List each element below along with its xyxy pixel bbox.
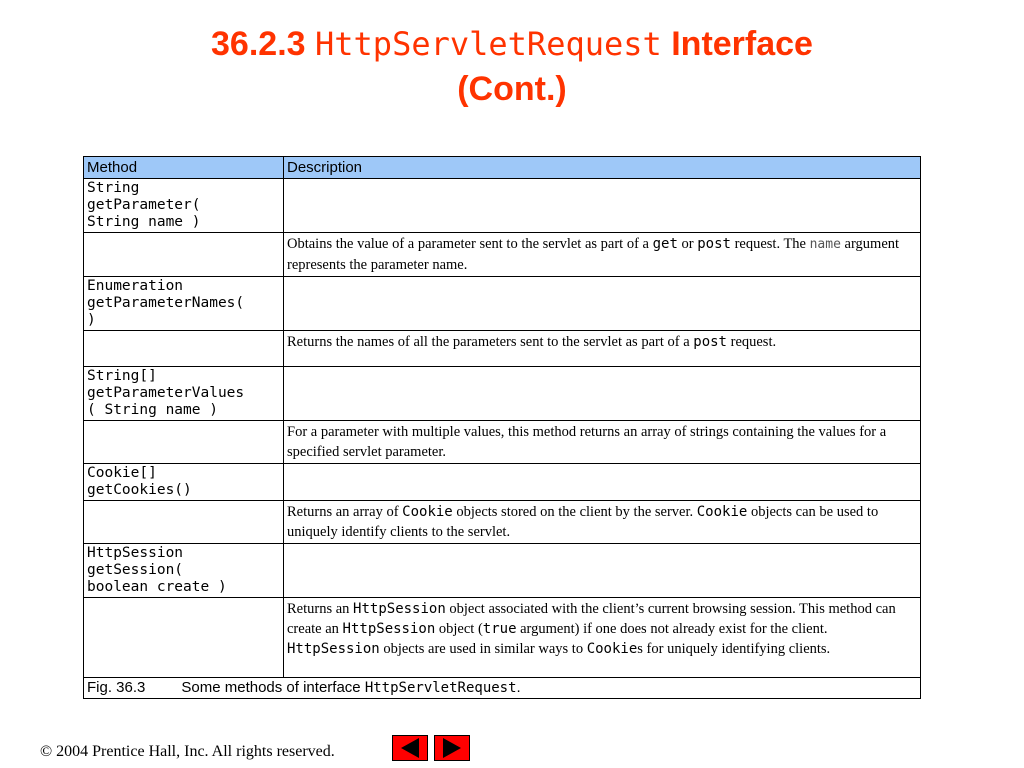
empty-cell <box>284 367 921 421</box>
figure-caption-row <box>84 678 921 699</box>
method-signature: String[] getParameterValues ( String name ) <box>84 367 284 421</box>
text-fragment: or <box>677 236 698 252</box>
method-description <box>284 331 921 367</box>
text-fragment: object associated with the client’s current browsing session. This method can create an <box>287 601 896 637</box>
empty-cell <box>84 233 284 277</box>
text-fragment: request. The <box>730 236 810 252</box>
description-row <box>84 598 921 678</box>
text-fragment: argument represents the parameter name. <box>287 236 900 273</box>
method-row <box>84 544 921 598</box>
method-description <box>284 233 921 277</box>
code-fragment: Cookie <box>696 504 748 520</box>
method-description <box>284 598 921 678</box>
caption-code: HttpServletRequest <box>364 680 517 696</box>
empty-cell <box>284 464 921 501</box>
copyright-text: © 2004 Prentice Hall, Inc. All rights reserved. <box>40 743 335 760</box>
title-line2: (Cont.) <box>457 70 567 108</box>
header-description: Description <box>284 157 921 179</box>
method-signature: String getParameter( String name ) <box>84 179 284 233</box>
description-row <box>84 331 921 367</box>
caption-end: . <box>516 679 521 696</box>
right-arrow-icon <box>435 736 469 760</box>
text-fragment: objects are used in similar ways to <box>379 641 587 657</box>
text-fragment: objects can be used to uniquely identify clients to the servlet. <box>287 504 879 540</box>
method-description <box>284 421 921 464</box>
empty-cell <box>284 179 921 233</box>
empty-cell <box>284 544 921 598</box>
previous-slide-button[interactable] <box>392 735 428 761</box>
empty-cell <box>84 598 284 678</box>
empty-cell <box>284 277 921 331</box>
method-signature: Cookie[] getCookies() <box>84 464 284 501</box>
description-row <box>84 501 921 544</box>
figure-caption <box>84 678 921 699</box>
code-fragment: get <box>652 236 678 252</box>
caption-text: Some methods of interface <box>181 679 365 696</box>
empty-cell <box>84 501 284 544</box>
method-row <box>84 277 921 331</box>
code-fragment: HttpSession <box>353 601 446 617</box>
empty-cell <box>84 331 284 367</box>
text-fragment: For a parameter with multiple values, this method returns an array of strings containing the values for a specified servlet parameter. <box>287 424 887 460</box>
method-signature: Enumeration getParameterNames( ) <box>84 277 284 331</box>
method-signature: HttpSession getSession( boolean create ) <box>84 544 284 598</box>
method-description <box>284 501 921 544</box>
title-word: Interface <box>671 25 813 63</box>
methods-table <box>83 156 921 699</box>
code-fragment: Cookie <box>586 641 638 657</box>
next-slide-button[interactable] <box>434 735 470 761</box>
text-fragment: Returns the names of all the parameters sent to the servlet as part of a <box>287 334 694 350</box>
figure-number: Fig. 36.3 <box>87 679 146 696</box>
left-arrow-icon <box>393 736 427 760</box>
empty-cell <box>84 421 284 464</box>
code-fragment: Cookie <box>402 504 453 520</box>
description-row <box>84 233 921 277</box>
title-code: HttpServletRequest <box>315 25 662 63</box>
code-fragment: true <box>482 621 517 637</box>
text-fragment: Returns an array of <box>287 504 403 520</box>
code-fragment: HttpSession <box>342 621 436 637</box>
text-fragment: request. <box>726 334 777 350</box>
header-method: Method <box>84 157 284 179</box>
code-fragment: HttpSession <box>287 641 380 657</box>
text-fragment: object ( <box>435 621 483 637</box>
text-fragment: objects stored on the client by the server. <box>452 504 697 520</box>
method-row <box>84 367 921 421</box>
slide-title <box>0 22 1024 112</box>
title-number: 36.2.3 <box>211 25 306 63</box>
text-fragment: Returns an <box>287 601 354 617</box>
text-fragment: s for uniquely identifying clients. <box>637 641 831 657</box>
method-row <box>84 179 921 233</box>
method-row <box>84 464 921 501</box>
description-row <box>84 421 921 464</box>
text-fragment: Obtains the value of a parameter sent to the servlet as part of a <box>287 236 653 252</box>
code-fragment: name <box>809 237 841 252</box>
code-fragment: post <box>697 236 731 252</box>
code-fragment: post <box>693 334 727 350</box>
text-fragment: argument) if one does not already exist for the client. <box>516 621 828 637</box>
table-header-row <box>84 157 921 179</box>
